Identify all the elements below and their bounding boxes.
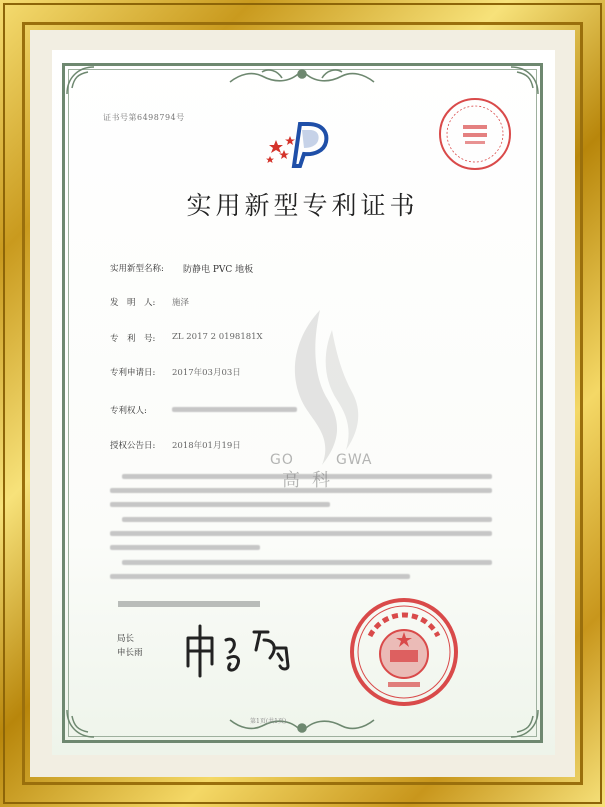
certificate-title: 实用新型专利证书 [186, 191, 419, 220]
field-label-name: 实用新型名称: [110, 264, 164, 274]
ornament-icon [507, 64, 541, 98]
national-emblem-seal-icon [348, 596, 460, 708]
field-label-inventor: 发 明 人: [110, 298, 156, 308]
redacted-strip [118, 601, 260, 607]
stamp-icon [436, 95, 514, 173]
watermark-text-left: GO [270, 452, 294, 468]
signature-label-title: 局长 [117, 634, 135, 644]
ornament-icon [64, 706, 98, 740]
certificate-number: 证书号第6498794号 [103, 113, 185, 122]
watermark-text-right: GWA [336, 452, 373, 468]
signature-label-name: 申长雨 [117, 648, 143, 658]
ornament-icon [507, 706, 541, 740]
field-label-application-date: 专利申请日: [110, 368, 156, 378]
watermark-chars: 高科 [282, 470, 342, 491]
field-value-name: 防静电 PVC 地板 [183, 265, 254, 275]
field-label-patent-number: 专 利 号: [110, 334, 156, 344]
patent-office-logo-icon [262, 118, 342, 170]
field-value-application-date: 2017年03月03日 [172, 368, 241, 378]
ornament-icon [64, 64, 98, 98]
field-value-patent-number: ZL 2017 2 0198181X [172, 332, 263, 342]
field-label-grant-date: 授权公告日: [110, 441, 156, 451]
ornament-icon [222, 64, 382, 90]
field-label-patentee: 专利权人: [110, 406, 147, 416]
signature-icon [178, 618, 308, 678]
ornament-icon [222, 712, 382, 738]
field-value-grant-date: 2018年01月19日 [172, 441, 241, 451]
page-footer: 第1页(共1页) [250, 718, 287, 725]
field-value-inventor: 施泽 [172, 298, 190, 308]
